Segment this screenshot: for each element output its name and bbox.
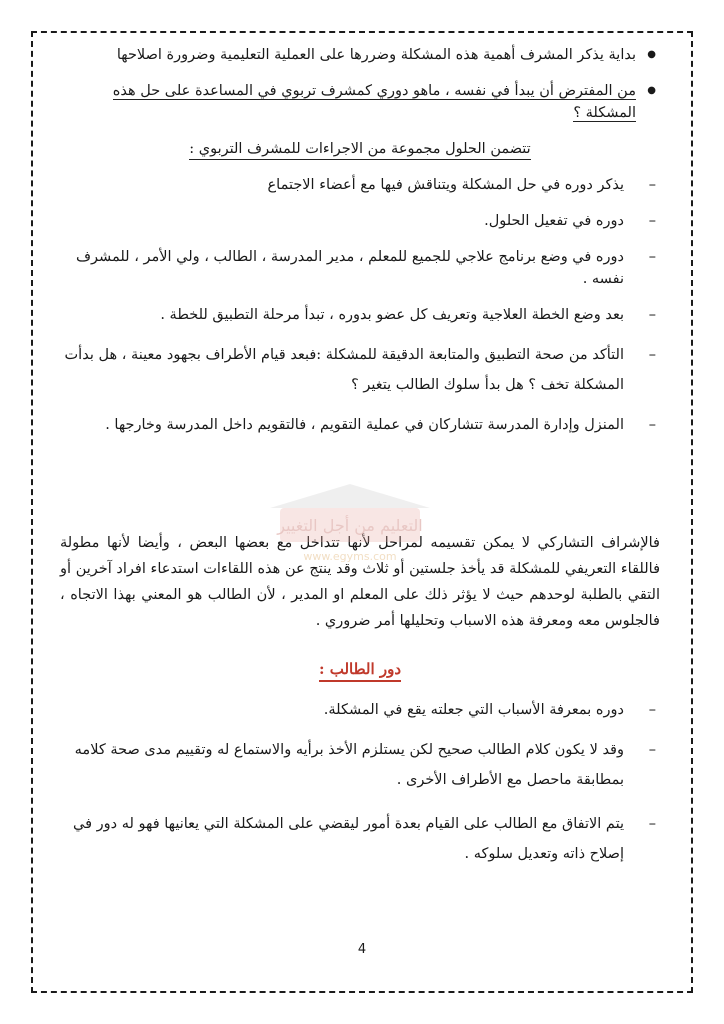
- dash-mark: –: [648, 347, 656, 363]
- page-number: 4: [357, 942, 367, 957]
- dash-mark: –: [648, 816, 656, 832]
- supervisor-step-5-text: التأكد من صحة التطبيق والمتابعة الدقيقة للمشكلة :فبعد قيام الأطراف بجهود معينة ، هل بدأت المشكلة تخف ؟ هل بدأ سلوك الطالب يتغير ؟: [64, 347, 624, 393]
- dash-mark: –: [648, 702, 656, 718]
- supervisor-step-1-text: يذكر دوره في حل المشكلة ويتناقش فيها مع أعضاء الاجتماع: [267, 177, 624, 193]
- supervisor-step-1: [60, 174, 660, 196]
- student-role-title-text: دور الطالب :: [319, 660, 401, 682]
- participatory-paragraph: فالإشراف التشاركي لا يمكن تقسيمه لمراحل لأنها تتداخل مع بعضها البعض ، وأيضا لأنها مطولة فاللقاء التعريفي للمشكلة قد يأخذ جلستين أو ثلاث وقد ينتج عن هذه اللقاءات استدعاء افراد آخرين أو التقي بالطلبة لوحدهم حيث لا يؤثر ذلك على المعلم او المدير ، لأن الطالب هو المعني بهذا الاتجاه ، فالجلوس معه ومعرفة هذه الاسباب وتحليلها أمر ضروري .: [60, 535, 660, 629]
- watermark-url: www.egyms.com: [303, 550, 397, 563]
- supervisor-step-3: [60, 246, 660, 290]
- dash-mark: –: [648, 307, 656, 323]
- supervisor-step-6-text: المنزل وإدارة المدرسة تتشاركان في عملية التقويم ، فالتقويم داخل المدرسة وخارجها .: [105, 417, 624, 433]
- bullet-item-1: ● بداية يذكر المشرف أهمية هذه المشكلة وضررها على العملية التعليمية وضرورة اصلاحها: [60, 44, 660, 66]
- dash-mark: –: [648, 742, 656, 758]
- supervisor-step-6: [60, 414, 660, 436]
- solutions-heading-text: تتضمن الحلول مجموعة من الاجراءات للمشرف التربوي :: [189, 141, 530, 160]
- student-role-title: [60, 658, 660, 681]
- watermark-text: التعليم من أجل التغيير: [277, 516, 423, 535]
- student-step-2: [60, 735, 660, 795]
- student-step-2-text: وقد لا يكون كلام الطالب صحيح لكن يستلزم الأخذ برأيه والاستماع له وتقييم مدى صحة كلامه بمطابقة ماحصل مع الأطراف الأخرى .: [74, 742, 624, 788]
- student-step-3: [60, 809, 660, 869]
- supervisor-step-5: [60, 340, 660, 400]
- document-body: [60, 44, 660, 883]
- bullet-item-2: [60, 80, 660, 124]
- supervisor-step-2-text: دوره في تفعيل الحلول.: [484, 213, 624, 229]
- dash-mark: –: [648, 213, 656, 229]
- student-step-1-text: دوره بمعرفة الأسباب التي جعلته يقع في المشكلة.: [323, 702, 624, 718]
- watermark-logo-icon: [250, 478, 450, 568]
- supervisor-step-4: [60, 304, 660, 326]
- supervisor-step-2: [60, 210, 660, 232]
- supervisor-step-4-text: بعد وضع الخطة العلاجية وتعريف كل عضو بدوره ، تبدأ مرحلة التطبيق للخطة .: [160, 307, 624, 323]
- student-step-3-text: يتم الاتفاق مع الطالب على القيام بعدة أمور ليقضي على المشكلة التي يعانيها فهو له دور في إصلاح ذاته وتعديل سلوكه .: [73, 816, 624, 862]
- dash-mark: –: [648, 177, 656, 193]
- dash-mark: –: [648, 417, 656, 433]
- supervisor-step-3-text: دوره في وضع برنامج علاجي للجميع للمعلم ، مدير المدرسة ، الطالب ، ولي الأمر ، للمشرف نفسه .: [76, 249, 624, 287]
- student-step-1: [60, 699, 660, 721]
- bullet-item-2-text: من المفترض أن يبدأ في نفسه ، ماهو دوري كمشرف تربوي في المساعدة على حل هذه المشكلة ؟: [112, 83, 636, 121]
- solutions-heading: [60, 138, 660, 160]
- dash-mark: –: [648, 249, 656, 265]
